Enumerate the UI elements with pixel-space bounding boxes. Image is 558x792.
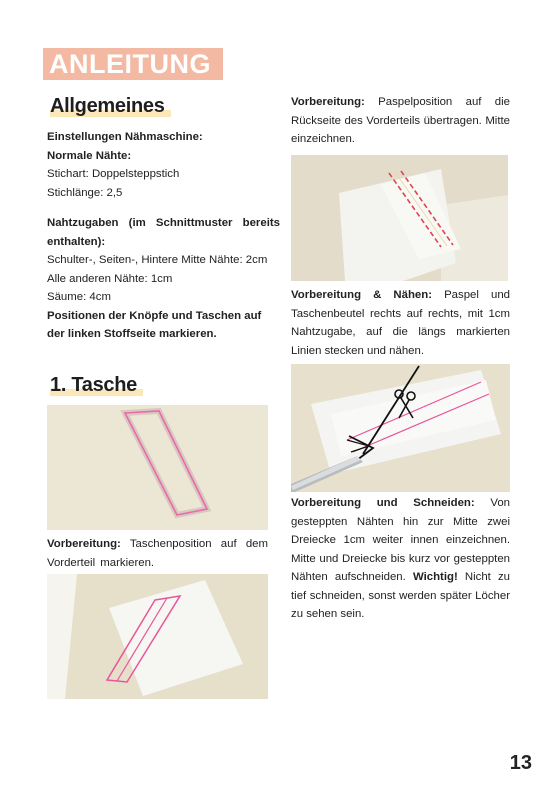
stitch-length: Stichlänge: 2,5	[47, 186, 123, 199]
photo-pocket-lines	[47, 574, 268, 699]
seam-allowance-title: Nahtzugaben (im Schnittmuster bereits enthalten):	[47, 217, 280, 248]
photo-pocket-marking	[47, 405, 268, 530]
photo-piping-position	[291, 155, 508, 281]
caption-pocket-marking: Vorbereitung: Taschenposition auf dem Vorderteil markieren.	[47, 538, 268, 569]
photo-cutting	[291, 364, 510, 492]
normal-seams-title: Normale Nähte:	[47, 149, 132, 162]
positions-note: Positionen der Knöpfe und Taschen auf der linken Stoffseite markieren.	[47, 309, 262, 340]
seam-allowance-side: Schulter-, Seiten-, Hintere Mitte Nähte: 2cm	[47, 254, 268, 266]
heading-general: Allgemeines	[50, 95, 165, 118]
page-number: 13	[509, 752, 532, 774]
caption-piping-position: Vorbereitung: Paspelposition auf die Rückseite des Vorderteils übertragen. Mitte einzeichnen.	[291, 96, 510, 145]
caption-cutting: Vorbereitung und Schneiden: Von gesteppten Nähten hin zur Mitte zwei Dreiecke 1cm weiter innen einzeichnen. Mitte und Dreiecke bis kurz vor gesteppten Nähten aufschneiden. Wichtig! Nicht zu tief schneiden, sonst werden später Löcher zu sehen sein.	[291, 497, 511, 620]
caption-piping-sewing: Vorbereitung & Nähen: Paspel und Taschenbeutel rechts auf rechts, mit 1cm Nahtzugabe, auf die längs markierten Linien stecken und nähen.	[291, 289, 510, 357]
section-banner: ANLEITUNG	[43, 48, 223, 80]
heading-pocket: 1. Tasche	[50, 374, 137, 397]
seam-allowance-other: Alle anderen Nähte: 1cm	[47, 272, 173, 285]
hems: Säume: 4cm	[47, 291, 111, 303]
settings-title: Einstellungen Nähmaschine:	[47, 131, 203, 143]
general-settings	[47, 128, 280, 344]
stitch-type: Stichart: Doppelsteppstich	[47, 168, 180, 180]
